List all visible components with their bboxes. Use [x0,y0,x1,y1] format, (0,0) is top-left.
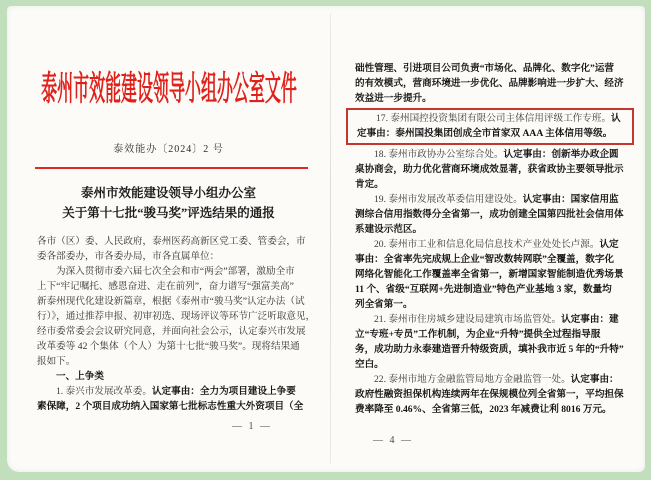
item-22-name: 22. 泰州市地方金融监管局地方金融监管一处。 [374,374,571,385]
item-21-reason: 认定事由：建 [561,314,619,325]
body-line: 事由：全省率先完成规上企业“智改数转网联”全覆盖，数字化 [355,254,615,265]
body-line: 新泰州现代化建设新篇章，根据《泰州市“骏马奖”认定办法（试 [37,296,305,307]
body-line: 的有效模式，营商环境进一步优化、品牌影响进一步扩大、经济 [355,78,624,89]
body-line: 报如下。 [37,356,76,367]
red-letterhead [7,68,330,112]
item-20-name: 20. 泰州市工业和信息化局信息技术产业处处长卢源。 [374,239,600,250]
body-line: 础性管理、引进项目公司负责“市场化、品牌化、数字化”运营 [355,63,615,74]
doc-title-line-2: 关于第十七批“骏马奖”评选结果的通报 [62,206,275,220]
body-line: 11 个、省级“互联网+先进制造业”特色产业基地 3 家，数量均 [355,284,612,295]
body-line: 委各部委办，市各委办局，市各直属单位： [37,251,220,262]
item-21-name: 21. 泰州市住房城乡建设局建筑市场监管处。 [374,314,562,325]
document-page-4 [330,6,645,472]
body-line: 列全省第一。 [355,299,413,310]
item-22-reason: 认定事由： [570,374,619,385]
body-line: 立“专班+专员”工作机制，为企业“升特”提供全过程指导服 [355,329,601,340]
body-line: 各市（区）委、人民政府，泰州医药高新区党工委、管委会，市 [37,236,306,247]
scanned-document [7,6,645,472]
item-1-name: 1. 泰兴市发展改革委。 [56,386,152,397]
item-1-reason: 认定事由：全力为项目建设上争要 [151,386,296,397]
doc-number: 泰效能办〔2024〕2 号 [113,144,224,155]
letterhead-text: 泰州市效能建设领导小组办公室文件 [40,71,297,108]
item-17-reason: 认 [611,113,621,124]
body-line: 肯定。 [355,179,384,190]
body-line: 改革委等 42 个集体（个人）为第十七批“骏马奖”。现将结果通 [37,341,300,352]
item-18-reason: 认定事由：创新举办政企圆 [503,149,619,160]
body-line: 桌协商会，助力优化营商环境成效显著，获省政协主要领导批示 [355,164,624,175]
section-heading: 一、上争类 [56,371,104,382]
item-19-name: 19. 泰州市发展改革委信用建设处。 [374,194,523,205]
body-line: 素保障，2 个项目成功纳入国家第七批标志性重大外资项目（全 [37,401,304,412]
body-line: 网络化智能化工作覆盖率全省第一，新增国家智能制造优秀场景 [355,269,624,280]
body-line: 效益进一步提升。 [355,93,432,104]
award-item-21 [355,312,625,327]
body-line: 务，成功助力永泰建造晋升特级资质，填补我市近 5 年的“升特” [355,344,624,355]
body-line: 测综合信用指数得分全省第一，成功创建全国第四批社会信用体 [355,209,624,220]
page-1-body [37,234,316,414]
item-20-reason: 认定 [599,239,619,250]
award-item-22 [355,372,625,387]
body-line: 政府性融资担保机构连续两年在保规模位列全省第一，平均担保 [355,389,624,400]
body-line: 为深入贯彻市委六届七次全会和市“两会”部署，激励全市 [56,266,295,277]
red-divider [35,167,308,169]
item-18-name: 18. 泰州市政协办公室综合处。 [374,149,504,160]
award-item-1 [37,384,306,399]
body-line: 费率降至 0.46%、全省第三低，2023 年减费让利 8016 万元。 [355,404,612,415]
item-17-name: 17. 泰州国控投资集团有限公司主体信用评级工作专班。 [376,113,612,124]
doc-title [7,183,330,223]
item-19-reason: 认定事由：国家信用监 [522,194,619,205]
body-line: 空白。 [355,359,384,370]
highlight-box-item-17 [346,108,634,145]
page-4-body [355,61,625,417]
award-item-17 [357,111,623,126]
body-line: 上下“牢记嘱托、感恩奋进、走在前列”，奋力谱写“强富美高” [37,281,294,292]
award-item-20 [355,237,625,252]
doc-title-line-1: 泰州市效能建设领导小组办公室 [80,186,256,200]
body-line: 行）》，通过推荐申报、初审初选、现场评议等环节广泛听取意见， [37,311,316,322]
page-number-left: — 1 — [232,421,272,432]
page-number-right: — 4 — [373,435,413,446]
document-page-1 [7,6,330,472]
body-line: 系建设示范区。 [355,224,423,235]
body-line: 经市委常委会会议研究同意，并面向社会公示，认定泰兴市发展 [37,326,306,337]
award-item-19 [355,192,625,207]
award-item-18 [355,147,625,162]
body-line: 定事由：泰州国投集团创成全市首家双 AAA 主体信用等级。 [357,128,613,139]
